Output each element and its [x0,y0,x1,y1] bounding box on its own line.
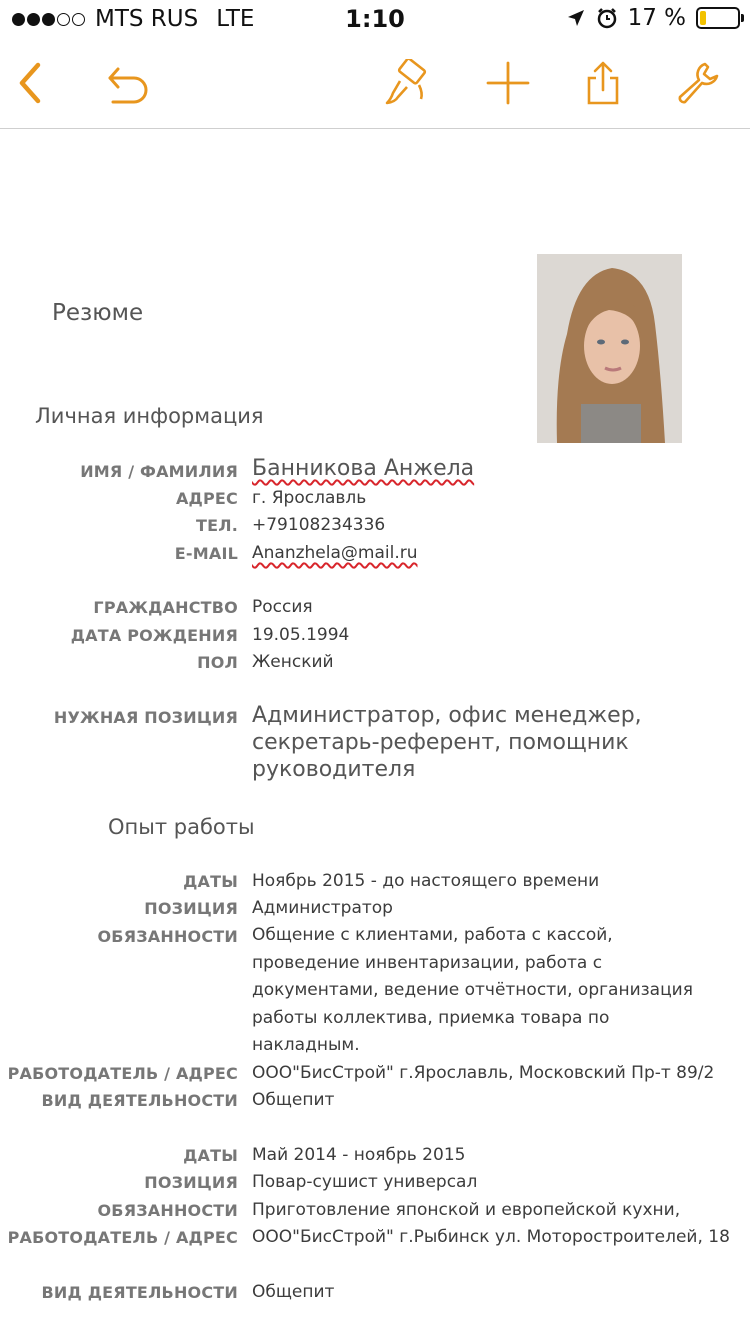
status-bar [0,0,750,40]
job2-employer-value: ООО"БисСтрой" г.Рыбинск ул. Моторостроителей, 18 [252,1227,730,1247]
carrier-name: MTS RUS [95,6,199,32]
email-label: E-MAIL [174,544,238,563]
job2-duties-value: Приготовление японской и европейской кухни, [252,1200,681,1220]
location-arrow-icon [566,8,586,28]
alarm-clock-icon [596,7,618,29]
clock: 1:10 [345,5,405,33]
birthdate-value: 19.05.1994 [252,625,350,645]
birthdate-label: ДАТА РОЖДЕНИЯ [70,626,238,645]
job1-activity-label: ВИД ДЕЯТЕЛЬНОСТИ [41,1091,238,1110]
job2-position-value: Повар-сушист универсал [252,1172,478,1192]
resume-title: Резюме [52,300,144,326]
name-value: Банникова Анжела [252,456,475,481]
job1-dates-value: Ноябрь 2015 - до настоящего времени [252,871,600,891]
portrait-photo-icon [537,254,682,443]
job1-position-label: ПОЗИЦИЯ [144,899,238,918]
address-label: АДРЕС [175,489,238,508]
job1-duties-label: ОБЯЗАННОСТИ [97,927,238,946]
back-chevron-icon [14,61,48,105]
job2-activity-value: Общепит [252,1282,335,1302]
undo-button[interactable] [103,58,153,108]
phone-value: +79108234336 [252,515,386,535]
back-button[interactable] [6,58,56,108]
resume-document[interactable] [0,130,750,1334]
format-button[interactable] [382,58,432,108]
share-icon [585,60,621,106]
profile-photo[interactable] [537,254,682,443]
personal-info-heading: Личная информация [35,404,264,428]
settings-button[interactable] [673,58,723,108]
citizenship-value: Россия [252,597,313,617]
email-value[interactable]: Ananzhela@mail.ru [252,543,418,563]
job2-activity-label: ВИД ДЕЯТЕЛЬНОСТИ [41,1283,238,1302]
undo-icon [104,61,152,105]
document-toolbar [0,40,750,129]
battery-level [700,11,706,25]
gender-label: ПОЛ [197,653,238,672]
job2-position-label: ПОЗИЦИЯ [144,1173,238,1192]
network-type: LTE [216,6,255,32]
status-right [566,5,740,31]
job2-employer-label: РАБОТОДАТЕЛЬ / АДРЕС [7,1228,238,1247]
job1-duties-value: Общение с клиентами, работа с кассой, проведение инвентаризации, работа с документами, ведение отчётности, организация работы коллектива, приемка товара по накладным. [252,925,693,1055]
battery-icon [696,7,740,29]
job2-dates-value: Май 2014 - ноябрь 2015 [252,1145,466,1165]
name-label: ИМЯ / ФАМИЛИЯ [80,462,238,481]
job1-employer-value: ООО"БисСтрой" г.Ярославль, Московский Пр-т 89/2 [252,1063,715,1083]
share-button[interactable] [578,58,628,108]
job1-dates-label: ДАТЫ [183,872,238,891]
plus-icon [486,61,530,105]
citizenship-label: ГРАЖДАНСТВО [93,598,238,617]
insert-button[interactable] [483,58,533,108]
job1-employer-label: РАБОТОДАТЕЛЬ / АДРЕС [7,1064,238,1083]
wrench-icon [675,60,721,106]
job1-activity-value: Общепит [252,1090,335,1110]
job1-position-value: Администратор [252,898,393,918]
gender-value: Женский [252,652,334,672]
work-experience-heading: Опыт работы [108,815,255,839]
battery-percent: 17 % [627,5,686,31]
desired-position-value: Администратор, офис менеджер, секретарь-референт, помощник руководителя [252,703,642,782]
address-value: г. Ярославль [252,488,367,508]
job2-duties-label: ОБЯЗАННОСТИ [97,1201,238,1220]
phone-label: ТЕЛ. [195,516,238,535]
paintbrush-icon [383,59,431,107]
job2-dates-label: ДАТЫ [183,1146,238,1165]
desired-position-label: НУЖНАЯ ПОЗИЦИЯ [53,708,238,727]
